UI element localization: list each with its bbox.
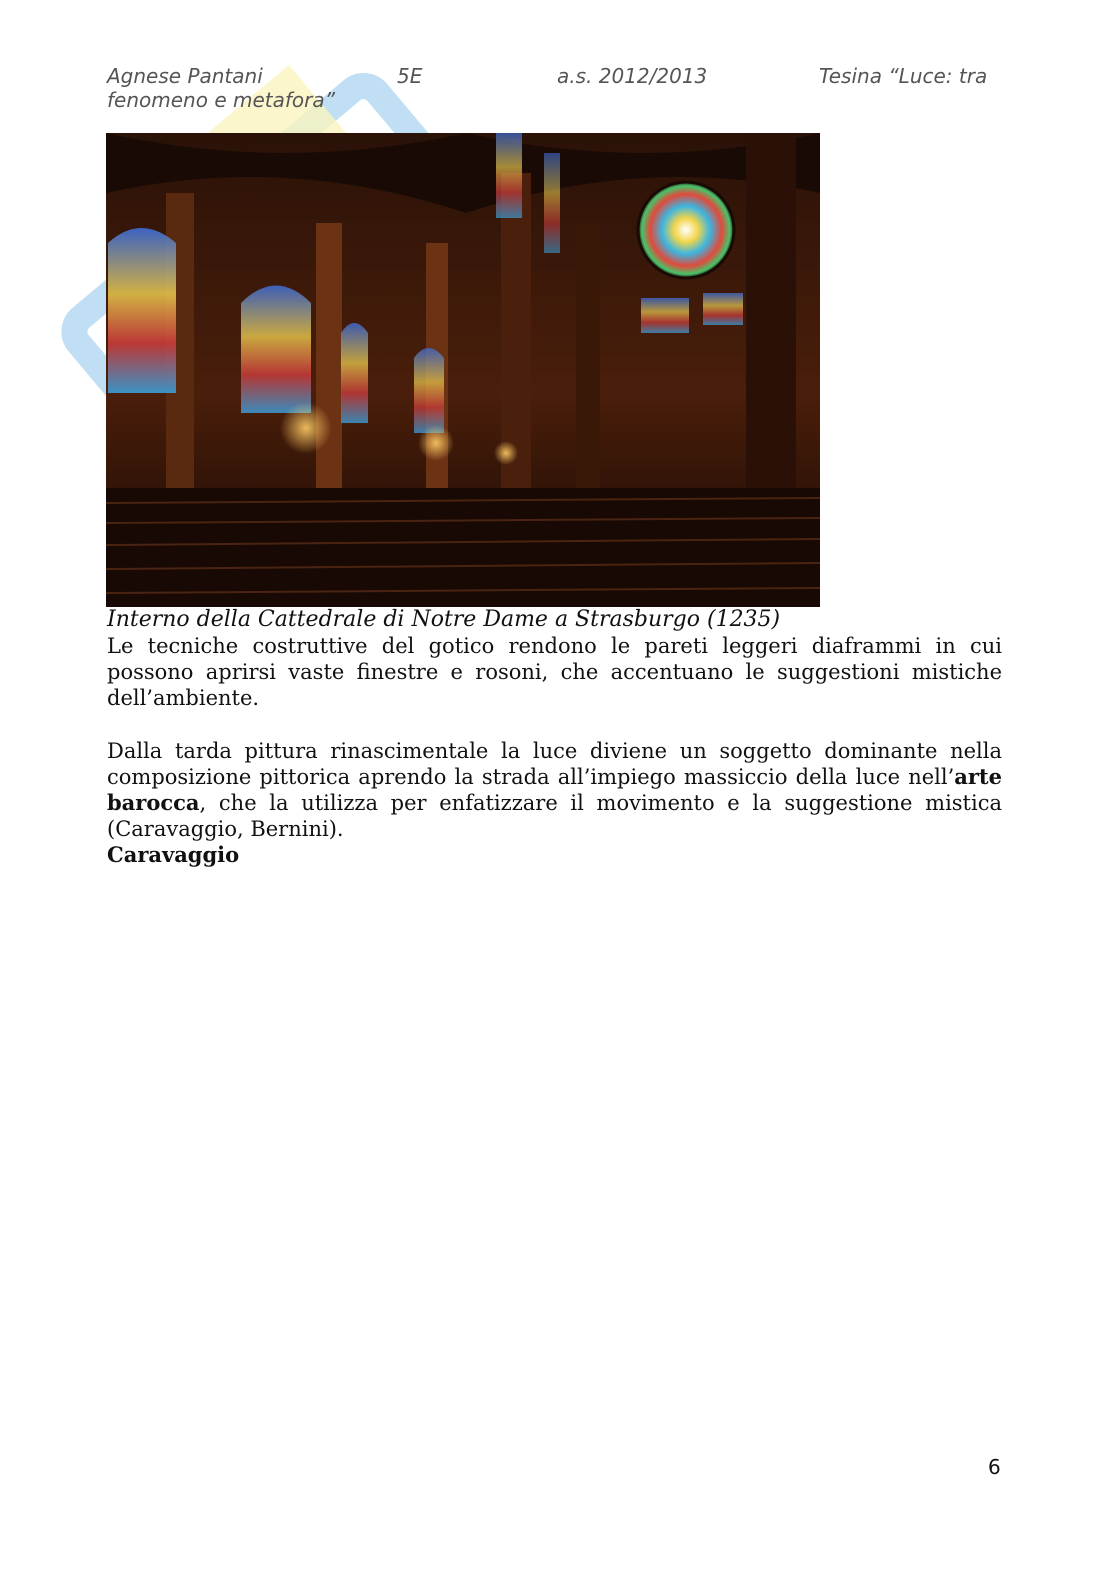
- cathedral-photo: [106, 133, 820, 607]
- figure-caption: Interno della Cattedrale di Notre Dame a Strasburgo (1235): [107, 607, 781, 632]
- body-paragraph-2: [107, 738, 1002, 842]
- header-title: Tesina “Luce: tra: [819, 64, 988, 88]
- paragraph-2-text-a: Dalla tarda pittura rinascimentale la luce diviene un soggetto dominante nella composizione pittorica aprendo la strada all’impiego massiccio della luce nell’: [107, 739, 1002, 789]
- body-paragraph-1: Le tecniche costruttive del gotico rendono le pareti leggeri diaframmi in cui possono aprirsi vaste finestre e rosoni, che accentuano le suggestioni mistiche dell’ambiente.: [107, 634, 1002, 710]
- paragraph-2-bold: arte barocca: [107, 764, 1002, 815]
- paragraph-2-text-b: , che la utilizza per enfatizzare il movimento e la suggestione mistica (Caravaggio, Bernini).: [107, 791, 1002, 841]
- header-author: Agnese Pantani: [107, 64, 263, 88]
- page-header: [107, 64, 1007, 124]
- header-class: 5E: [397, 64, 423, 88]
- section-heading: Caravaggio: [107, 842, 240, 867]
- page-number: 6: [988, 1455, 1001, 1479]
- header-year: a.s. 2012/2013: [557, 64, 708, 88]
- header-title-continued: fenomeno e metafora”: [107, 88, 335, 112]
